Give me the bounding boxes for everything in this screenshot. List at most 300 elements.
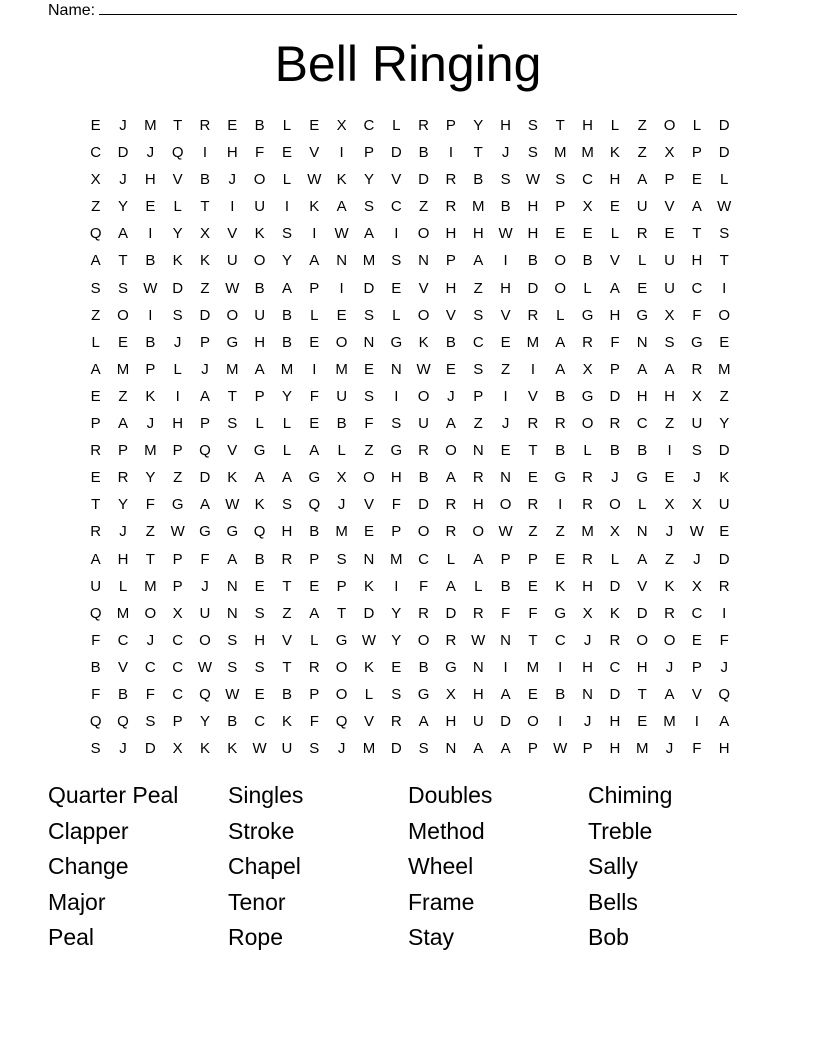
grid-letter: M — [526, 333, 540, 351]
grid-letter: E — [90, 469, 101, 487]
grid-letter: T — [637, 685, 647, 703]
grid-letter: Y — [281, 387, 292, 405]
grid-letter: E — [500, 333, 511, 351]
grid-letter: P — [500, 550, 511, 568]
letter-grid — [82, 112, 738, 762]
grid-letter: R — [472, 604, 484, 622]
grid-letter: W — [225, 279, 240, 297]
grid-letter: C — [390, 198, 402, 216]
grid-letter: I — [667, 442, 672, 460]
grid-letter: N — [636, 523, 648, 541]
grid-letter: R — [582, 496, 593, 514]
grid-letter: L — [610, 117, 620, 134]
grid-letter: D — [609, 387, 621, 405]
grid-letter: R — [445, 496, 457, 514]
word-list-item: Wheel — [408, 853, 474, 879]
grid-letter: Z — [637, 117, 647, 134]
grid-letter: O — [417, 387, 430, 405]
grid-letter: H — [445, 713, 457, 731]
grid-letter: H — [636, 387, 648, 405]
word-list-item: Sally — [588, 853, 638, 879]
grid-letter: J — [119, 740, 127, 758]
grid-letter: N — [363, 333, 375, 351]
grid-letter: P — [172, 550, 183, 568]
grid-letter: B — [145, 252, 156, 270]
grid-letter: M — [581, 144, 594, 162]
grid-letter: R — [281, 550, 293, 568]
grid-letter: I — [230, 198, 235, 216]
grid-letter: C — [691, 279, 703, 297]
grid-letter: M — [362, 252, 376, 270]
grid-letter: I — [312, 225, 317, 243]
grid-letter: S — [500, 171, 511, 189]
grid-letter: H — [609, 713, 621, 731]
grid-letter: H — [609, 740, 621, 758]
grid-letter: K — [555, 577, 566, 595]
grid-letter: G — [226, 523, 239, 541]
grid-letter: Z — [364, 442, 374, 460]
grid-letter: E — [227, 117, 238, 134]
grid-letter: E — [309, 415, 320, 433]
grid-letter: A — [418, 713, 429, 731]
grid-letter: T — [719, 252, 729, 270]
word-list-item: Rope — [228, 924, 283, 950]
grid-letter: Q — [199, 685, 211, 703]
grid-letter: S — [363, 387, 374, 405]
grid-letter: D — [500, 713, 511, 731]
grid-letter: G — [581, 306, 594, 324]
grid-letter: K — [609, 144, 620, 162]
grid-letter: J — [501, 415, 510, 433]
grid-letter: J — [665, 740, 674, 758]
grid-letter: L — [638, 252, 647, 270]
grid-letter: G — [390, 442, 403, 460]
grid-letter: I — [339, 279, 344, 297]
grid-letter: K — [254, 496, 265, 514]
grid-letter: G — [691, 333, 703, 351]
grid-letter: F — [692, 740, 702, 758]
grid-letter: E — [719, 523, 730, 541]
grid-letter: A — [199, 387, 210, 405]
grid-letter: A — [363, 225, 374, 243]
grid-letter: P — [527, 740, 538, 758]
word-list — [48, 778, 768, 956]
grid-letter: A — [309, 442, 320, 460]
grid-letter: X — [691, 577, 702, 595]
grid-letter: C — [254, 713, 266, 731]
grid-letter: W — [553, 740, 568, 758]
grid-letter: H — [636, 658, 648, 676]
grid-letter: U — [418, 415, 430, 433]
grid-letter: D — [718, 442, 730, 460]
grid-letter: O — [335, 333, 348, 351]
grid-letter: H — [472, 225, 484, 243]
grid-letter: F — [91, 685, 101, 703]
grid-letter: I — [394, 577, 399, 595]
grid-letter: P — [145, 360, 156, 378]
grid-letter: O — [581, 415, 594, 433]
grid-letter: W — [498, 225, 513, 243]
word-list-item: Chiming — [588, 782, 673, 808]
grid-letter: B — [555, 685, 566, 703]
grid-letter: U — [664, 252, 675, 270]
grid-letter: S — [254, 604, 265, 622]
grid-letter: O — [226, 306, 239, 324]
grid-letter: L — [392, 117, 401, 134]
word-list-item: Major — [48, 888, 106, 915]
grid-letter: I — [558, 658, 563, 676]
grid-letter: V — [363, 496, 374, 514]
grid-letter: S — [527, 117, 538, 134]
grid-letter: V — [391, 171, 402, 189]
grid-letter: A — [637, 171, 648, 189]
grid-letter: A — [664, 685, 675, 703]
grid-letter: S — [391, 252, 402, 270]
grid-letter: W — [225, 496, 240, 514]
grid-letter: A — [254, 469, 265, 487]
grid-letter: T — [118, 252, 128, 270]
grid-letter: Y — [172, 225, 183, 243]
grid-letter: G — [581, 387, 594, 405]
grid-letter: E — [664, 469, 675, 487]
grid-letter: H — [172, 415, 184, 433]
grid-letter: M — [226, 360, 239, 378]
grid-letter: Q — [89, 604, 102, 622]
grid-letter: E — [90, 387, 101, 405]
grid-letter: R — [418, 604, 430, 622]
grid-letter: G — [554, 469, 567, 487]
grid-letter: K — [418, 333, 429, 351]
grid-letter: B — [281, 333, 292, 351]
grid-letter: A — [309, 252, 320, 270]
grid-letter: I — [722, 279, 727, 297]
grid-letter: S — [90, 279, 101, 297]
grid-letter: B — [555, 442, 566, 460]
grid-letter: I — [694, 713, 699, 731]
grid-letter: R — [418, 442, 430, 460]
grid-letter: W — [471, 631, 486, 649]
grid-letter: H — [582, 577, 593, 595]
grid-letter: G — [417, 685, 430, 703]
grid-letter: R — [527, 496, 539, 514]
grid-letter: N — [636, 333, 648, 351]
grid-letter: P — [391, 523, 402, 541]
grid-letter: G — [253, 442, 266, 460]
grid-letter: X — [664, 496, 675, 514]
grid-letter: F — [309, 387, 319, 405]
grid-letter: V — [227, 225, 238, 243]
grid-letter: C — [172, 658, 184, 676]
grid-letter: K — [227, 740, 238, 758]
grid-letter: D — [418, 171, 430, 189]
grid-letter: A — [500, 685, 511, 703]
grid-letter: C — [90, 144, 102, 162]
grid-letter: W — [416, 360, 431, 378]
grid-letter: E — [90, 117, 101, 134]
grid-letter: B — [418, 658, 429, 676]
word-list-item: Tenor — [228, 888, 286, 915]
grid-letter: M — [335, 523, 348, 541]
grid-letter: T — [282, 577, 292, 595]
grid-letter: T — [227, 387, 237, 405]
grid-letter: M — [144, 117, 157, 134]
grid-letter: L — [392, 306, 401, 324]
grid-letter: S — [336, 550, 347, 568]
grid-letter: H — [527, 198, 539, 216]
grid-letter: R — [691, 360, 703, 378]
grid-letter: S — [227, 658, 238, 676]
grid-letter: O — [527, 713, 539, 731]
grid-letter: I — [284, 198, 290, 216]
grid-letter: K — [363, 658, 374, 676]
grid-letter: Q — [199, 442, 211, 460]
grid-letter: I — [558, 713, 563, 731]
grid-letter: V — [309, 144, 320, 162]
grid-letter: D — [390, 740, 402, 758]
grid-letter: K — [719, 469, 730, 487]
grid-letter: I — [312, 360, 317, 378]
grid-letter: Y — [281, 252, 292, 270]
grid-letter: W — [307, 171, 322, 189]
grid-letter: Z — [528, 523, 538, 541]
grid-letter: S — [664, 333, 675, 351]
grid-letter: Y — [199, 713, 210, 731]
grid-letter: X — [691, 387, 702, 405]
grid-letter: L — [638, 496, 647, 514]
grid-letter: Q — [89, 713, 102, 731]
grid-letter: H — [609, 306, 621, 324]
grid-letter: E — [691, 631, 702, 649]
grid-letter: A — [90, 252, 101, 270]
grid-letter: G — [636, 469, 649, 487]
grid-letter: B — [117, 685, 128, 703]
grid-letter: E — [637, 279, 648, 297]
grid-letter: E — [309, 333, 320, 351]
grid-letter: A — [117, 415, 128, 433]
grid-letter: E — [309, 577, 320, 595]
grid-letter: S — [363, 306, 374, 324]
grid-letter: V — [281, 631, 292, 649]
grid-letter: Z — [473, 279, 483, 297]
grid-letter: J — [501, 144, 510, 162]
grid-letter: J — [201, 360, 209, 378]
grid-letter: W — [498, 523, 513, 541]
grid-letter: X — [172, 604, 183, 622]
grid-letter: F — [391, 496, 401, 514]
grid-letter: M — [635, 740, 649, 758]
grid-letter: S — [719, 225, 730, 243]
grid-letter: E — [145, 198, 156, 216]
grid-letter: A — [445, 577, 456, 595]
grid-letter: G — [335, 631, 348, 649]
grid-letter: S — [473, 306, 484, 324]
grid-letter: B — [254, 279, 265, 297]
grid-letter: O — [554, 252, 567, 270]
grid-letter: I — [148, 225, 153, 243]
grid-letter: N — [336, 252, 348, 270]
grid-letter: E — [391, 658, 402, 676]
grid-letter: T — [282, 658, 292, 676]
grid-letter: S — [90, 740, 101, 758]
grid-letter: O — [253, 252, 266, 270]
grid-letter: O — [199, 631, 211, 649]
grid-letter: R — [554, 415, 566, 433]
grid-letter: I — [503, 658, 508, 676]
word-list-item: Chapel — [228, 853, 301, 879]
grid-letter: B — [555, 387, 566, 405]
grid-letter: T — [145, 550, 155, 568]
grid-letter: O — [663, 631, 676, 649]
grid-letter: L — [282, 442, 292, 460]
grid-letter: Y — [391, 604, 402, 622]
grid-letter: V — [363, 713, 374, 731]
grid-letter: O — [472, 523, 485, 541]
grid-letter: U — [281, 740, 293, 758]
grid-letter: O — [335, 658, 348, 676]
grid-letter: V — [418, 279, 429, 297]
grid-letter: R — [609, 415, 621, 433]
grid-letter: E — [719, 333, 730, 351]
grid-letter: D — [172, 279, 184, 297]
grid-letter: O — [445, 442, 457, 460]
grid-letter: Y — [719, 415, 730, 433]
grid-letter: C — [636, 415, 648, 433]
grid-letter: H — [281, 523, 293, 541]
word-list-item: Bob — [588, 924, 629, 950]
word-list-item: Treble — [588, 817, 653, 844]
grid-letter: H — [500, 117, 511, 134]
grid-letter: S — [227, 415, 238, 433]
grid-letter: B — [254, 550, 265, 568]
name-field-line — [48, 0, 737, 20]
grid-letter: P — [172, 577, 183, 595]
grid-letter: Q — [89, 225, 102, 243]
grid-letter: U — [336, 387, 348, 405]
grid-letter: I — [148, 306, 153, 324]
grid-letter: J — [611, 469, 619, 487]
grid-letter: F — [200, 550, 210, 568]
grid-letter: B — [281, 306, 292, 324]
grid-letter: O — [417, 631, 430, 649]
grid-letter: P — [172, 713, 183, 731]
grid-letter: O — [663, 117, 676, 134]
grid-letter: E — [582, 225, 593, 243]
grid-letter: M — [663, 713, 676, 731]
grid-letter: V — [664, 198, 675, 216]
grid-letter: P — [582, 740, 593, 758]
grid-letter: L — [446, 550, 456, 568]
grid-letter: W — [525, 171, 540, 189]
grid-letter: S — [281, 496, 292, 514]
grid-letter: I — [722, 604, 727, 622]
grid-letter: V — [691, 685, 702, 703]
grid-letter: H — [226, 144, 238, 162]
page-title: Bell Ringing — [274, 36, 542, 92]
grid-letter: T — [555, 117, 565, 134]
grid-letter: Q — [718, 685, 731, 703]
grid-letter: A — [473, 740, 484, 758]
grid-letter: J — [146, 631, 155, 649]
grid-letter: J — [228, 171, 237, 189]
name-label: Name: — [48, 2, 96, 19]
grid-letter: C — [554, 631, 566, 649]
grid-letter: E — [527, 577, 538, 595]
grid-letter: T — [473, 144, 483, 162]
grid-letter: A — [445, 469, 456, 487]
grid-letter: G — [308, 469, 321, 487]
grid-letter: K — [172, 252, 183, 270]
grid-letter: K — [199, 252, 210, 270]
grid-letter: S — [281, 225, 292, 243]
grid-letter: E — [363, 523, 374, 541]
grid-letter: K — [281, 713, 292, 731]
word-list-item: Doubles — [408, 782, 493, 808]
grid-letter: J — [693, 550, 701, 568]
grid-letter: L — [474, 577, 483, 595]
grid-letter: Z — [719, 387, 729, 405]
grid-letter: F — [610, 333, 620, 351]
grid-letter: M — [144, 442, 157, 460]
grid-letter: H — [254, 333, 266, 351]
grid-letter: E — [500, 442, 511, 460]
grid-letter: F — [719, 631, 729, 649]
grid-letter: X — [336, 469, 347, 487]
grid-letter: H — [445, 279, 457, 297]
grid-letter: L — [255, 415, 264, 433]
grid-letter: I — [503, 387, 508, 405]
grid-letter: P — [309, 685, 320, 703]
grid-letter: G — [636, 306, 649, 324]
grid-letter: D — [718, 144, 730, 162]
grid-letter: K — [664, 577, 675, 595]
grid-letter: L — [173, 360, 182, 378]
grid-letter: S — [391, 685, 402, 703]
grid-letter: U — [226, 252, 238, 270]
grid-letter: T — [528, 631, 538, 649]
grid-letter: J — [720, 658, 728, 676]
grid-letter: Z — [664, 415, 675, 433]
grid-letter: E — [336, 306, 347, 324]
word-list-item: Frame — [408, 888, 475, 915]
grid-letter: Z — [501, 360, 511, 378]
grid-letter: I — [175, 387, 180, 405]
grid-letter: N — [390, 360, 402, 378]
grid-letter: I — [558, 496, 563, 514]
grid-letter: H — [144, 171, 156, 189]
grid-letter: A — [609, 279, 620, 297]
grid-letter: T — [528, 442, 538, 460]
grid-letter: L — [91, 333, 100, 351]
grid-letter: H — [609, 171, 621, 189]
grid-letter: P — [609, 360, 620, 378]
grid-letter: V — [500, 306, 511, 324]
grid-letter: H — [117, 550, 129, 568]
grid-letter: J — [119, 171, 127, 189]
grid-letter: S — [691, 442, 702, 460]
grid-letter: L — [583, 442, 592, 460]
grid-letter: N — [226, 604, 238, 622]
grid-letter: B — [500, 577, 511, 595]
grid-letter: A — [637, 360, 648, 378]
grid-letter: U — [254, 198, 266, 216]
grid-letter: D — [718, 550, 730, 568]
grid-letter: E — [254, 685, 265, 703]
grid-letter: B — [473, 171, 484, 189]
grid-letter: W — [197, 658, 213, 676]
grid-letter: M — [280, 360, 294, 378]
grid-letter: O — [144, 604, 157, 622]
grid-letter: Z — [282, 604, 292, 622]
